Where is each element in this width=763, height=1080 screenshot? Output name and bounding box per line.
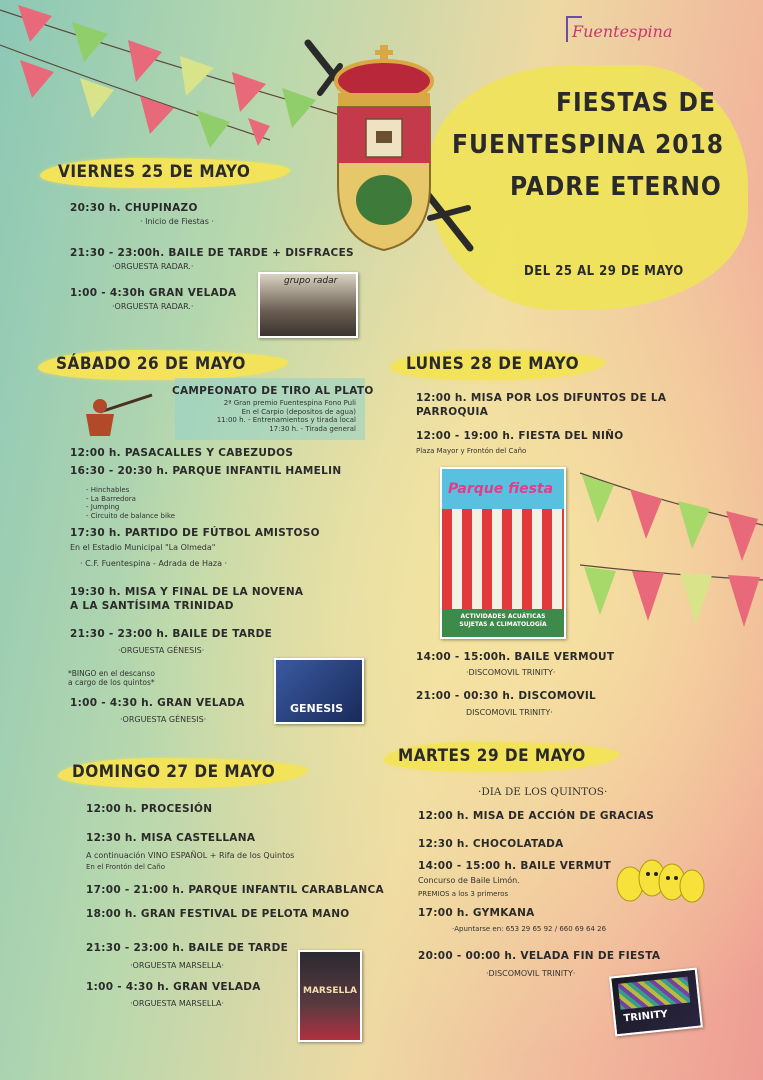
martes-quintos: ·DIA DE LOS QUINTOS· (478, 786, 608, 798)
lunes-event-2-sub: Plaza Mayor y Frontón del Caño (416, 447, 527, 455)
sabado-event-5: 21:30 - 23:00 h. BAILE DE TARDE (70, 628, 273, 640)
parque-fiesta-poster (440, 467, 566, 639)
radar-photo-label: grupo radar (284, 276, 338, 286)
sabado-heading: SÁBADO 26 DE MAYO (56, 354, 246, 374)
bunting-right (570, 465, 763, 645)
lunes-event-1b: PARROQUIA (416, 406, 489, 418)
title-line-2: FUENTESPINA 2018 (452, 130, 725, 160)
trinity-logo (609, 968, 703, 1037)
sabado-event-3-sub: En el Estadio Municipal "La Olmeda" (70, 543, 216, 552)
lemons-illustration (610, 848, 710, 910)
domingo-event-4: 18:00 h. GRAN FESTIVAL DE PELOTA MANO (86, 908, 350, 920)
viernes-event-1: 20:30 h. CHUPINAZO (70, 202, 198, 214)
trinity-logo-pattern (618, 977, 690, 1010)
sabado-event-6-sub: ·ORGUESTA GÉNESIS· (120, 715, 207, 724)
genesis-photo-label: GENESIS (290, 702, 344, 715)
lunes-event-4: 21:00 - 00:30 h. DISCOMOVIL (416, 690, 597, 702)
domingo-event-6: 1:00 - 4:30 h. GRAN VELADA (86, 981, 261, 993)
parque-poster-title: Parque fiesta (448, 481, 554, 497)
parque-poster-footer: ACTIVIDADES ACUÁTICAS SUJETAS A CLIMATOLOGÍA (459, 613, 547, 628)
sabado-event-6: 1:00 - 4:30 h. GRAN VELADA (70, 697, 245, 709)
sabado-event-4a: 19:30 h. MISA Y FINAL DE LA NOVENA (70, 586, 304, 598)
domingo-event-1: 12:00 h. PROCESIÓN (86, 803, 213, 815)
sabado-event-4b: A LA SANTÍSIMA TRINIDAD (70, 600, 234, 612)
radar-band-photo (258, 272, 358, 338)
martes-event-2: 12:30 h. CHOCOLATADA (418, 838, 564, 850)
genesis-band-photo (274, 658, 364, 724)
martes-event-5: 20:00 - 00:00 h. VELADA FIN DE FIESTA (418, 950, 661, 962)
martes-event-5-sub: ·DISCOMOVIL TRINITY· (486, 969, 576, 978)
sabado-event-5-sub: ·ORGUESTA GÉNESIS· (118, 646, 205, 655)
sabado-event-2: 16:30 - 20:30 h. PARQUE INFANTIL HAMELIN (70, 465, 342, 477)
lunes-event-1a: 12:00 h. MISA POR LOS DIFUNTOS DE LA (416, 392, 667, 404)
lunes-heading: LUNES 28 DE MAYO (406, 354, 580, 374)
hunter-illustration (80, 390, 155, 440)
viernes-event-2-sub: ·ORGUESTA RADAR.· (112, 262, 194, 271)
viernes-event-1-sub: · Inicio de Fiestas · (140, 217, 214, 226)
domingo-event-2-sub: A continuación VINO ESPAÑOL + Rifa de los Quintos (86, 851, 295, 860)
viernes-event-3: 1:00 - 4:30h GRAN VELADA (70, 287, 237, 299)
domingo-heading: DOMINGO 27 DE MAYO (72, 762, 276, 782)
sabado-tiro-details: 2ª Gran premio Fuentespina Fono Puli En el Carpio (depositos de agua) 11:00 h. - Entrenamientos y tirada local 17:30 h. - Tirada general (216, 399, 356, 433)
lunes-event-2: 12:00 - 19:00 h. FIESTA DEL NIÑO (416, 430, 624, 442)
sabado-tiro: CAMPEONATO DE TIRO AL PLATO (172, 385, 374, 397)
lunes-event-3: 14:00 - 15:00h. BAILE VERMOUT (416, 651, 615, 663)
domingo-event-6-sub: ·ORGUESTA MARSELLA· (130, 999, 225, 1008)
brand-mark (566, 16, 582, 42)
domingo-event-2: 12:30 h. MISA CASTELLANA (86, 832, 256, 844)
viernes-event-2: 21:30 - 23:00h. BAILE DE TARDE + DISFRACES (70, 247, 354, 259)
title-dates: DEL 25 AL 29 DE MAYO (524, 264, 684, 279)
trinity-logo-label: TRINITY (623, 1008, 669, 1025)
viernes-event-3-sub: ·ORGUESTA RADAR.· (112, 302, 194, 311)
martes-event-3-sub: Concurso de Baile Limón. (418, 876, 520, 885)
sabado-event-2-list: - Hinchables - La Barredora - Jumping - Circuito de balance bike (86, 486, 176, 520)
martes-event-3: 14:00 - 15:00 h. BAILE VERMUT (418, 860, 612, 872)
sabado-event-1: 12:00 h. PASACALLES Y CABEZUDOS (70, 447, 294, 459)
title-line-1: FIESTAS DE (556, 88, 716, 118)
sabado-bingo: *BINGO en el descanso a cargo de los quintos* (68, 669, 155, 687)
domingo-event-3: 17:00 - 21:00 h. PARQUE INFANTIL CARABLANCA (86, 884, 384, 896)
martes-heading: MARTES 29 DE MAYO (398, 746, 586, 766)
marsella-photo-label: MARSELLA (303, 986, 357, 996)
viernes-heading: VIERNES 25 DE MAYO (58, 162, 251, 182)
sabado-event-3: 17:30 h. PARTIDO DE FÚTBOL AMISTOSO (70, 527, 320, 539)
brand-logo: Fuentespina (572, 22, 673, 41)
martes-event-4: 17:00 h. GYMKANA (418, 907, 535, 919)
coat-of-arms (330, 45, 440, 255)
title-line-3: PADRE ETERNO (510, 172, 722, 202)
marsella-band-photo (298, 950, 362, 1042)
domingo-event-2-place: En el Frontón del Caño (86, 863, 166, 871)
domingo-event-5-sub: ·ORGUESTA MARSELLA· (130, 961, 225, 970)
martes-event-1: 12:00 h. MISA DE ACCIÓN DE GRACIAS (418, 810, 655, 822)
martes-event-3-prize: PREMIOS a los 3 primeros (418, 890, 509, 898)
lunes-event-3-sub: ·DISCOMOVIL TRINITY· (466, 668, 556, 677)
domingo-event-5: 21:30 - 23:00 h. BAILE DE TARDE (86, 942, 289, 954)
lunes-event-4-sub: DISCOMOVIL TRINITY· (466, 708, 553, 717)
martes-event-4-sub: ·Apuntarse en: 653 29 65 92 / 660 69 64 26 (452, 925, 607, 933)
sabado-event-3-match: · C.F. Fuentespina - Adrada de Haza · (80, 559, 228, 568)
